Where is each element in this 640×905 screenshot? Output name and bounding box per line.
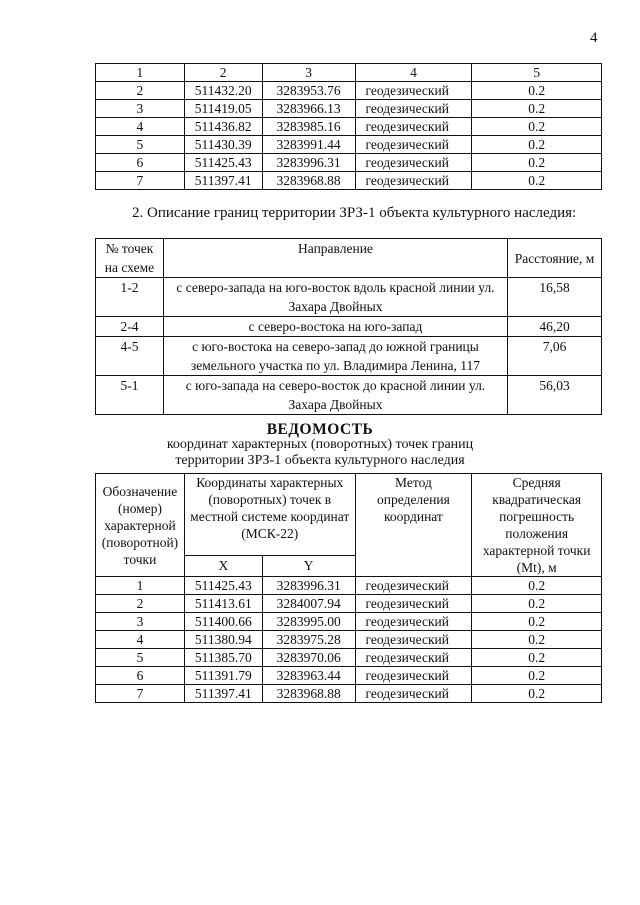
table-cell: геодезический (355, 154, 472, 172)
table-cell-direction: с северо-востока на юго-запад (163, 317, 507, 337)
table-row (96, 649, 602, 667)
table3-body (96, 577, 602, 703)
table-cell: 3283968.88 (262, 685, 355, 703)
table-cell: 511436.82 (184, 118, 262, 136)
table-cell: 3 (262, 64, 355, 82)
table-cell-points: 1-2 (96, 278, 164, 317)
table1-body (96, 64, 602, 190)
vedomost-subtitle-line2: территории ЗРЗ-1 объекта культурного наследия (175, 453, 465, 468)
table-cell: 0.2 (472, 667, 602, 685)
table-cell: 511432.20 (184, 82, 262, 100)
table-row (96, 154, 602, 172)
table-cell: геодезический (355, 577, 472, 595)
table-cell: 4 (355, 64, 472, 82)
table-cell: 6 (96, 667, 185, 685)
table-cell: 1 (96, 577, 185, 595)
table-cell: геодезический (355, 613, 472, 631)
table-cell-direction: с северо-запада на юго-восток вдоль красной линии ул. Захара Двойных (163, 278, 507, 317)
table-cell: 3283975.28 (262, 631, 355, 649)
table-cell: геодезический (355, 100, 472, 118)
table-row (96, 577, 602, 595)
table-cell: геодезический (355, 667, 472, 685)
table-cell: 0.2 (472, 118, 602, 136)
table-row (96, 100, 602, 118)
table-cell: 3283995.00 (262, 613, 355, 631)
table-cell: 5 (96, 136, 185, 154)
header-direction: Направление (163, 239, 507, 278)
table-cell: 0.2 (472, 82, 602, 100)
page-number: 4 (590, 30, 598, 46)
table-row (96, 172, 602, 190)
table-header-row (96, 239, 602, 278)
table-row (96, 376, 602, 415)
vedomost-table (95, 473, 602, 703)
table-cell: геодезический (355, 595, 472, 613)
table-cell: 511425.43 (184, 577, 262, 595)
table-cell: 511380.94 (184, 631, 262, 649)
table-cell: геодезический (355, 631, 472, 649)
table-cell-direction: с юго-запада на северо-восток до красной линии ул. Захара Двойных (163, 376, 507, 415)
table-cell: 3283996.31 (262, 154, 355, 172)
table-cell: 511391.79 (184, 667, 262, 685)
table-cell: геодезический (355, 118, 472, 136)
table-cell-distance: 7,06 (508, 337, 602, 376)
table-cell: геодезический (355, 136, 472, 154)
table-cell: геодезический (355, 82, 472, 100)
table-cell: 511419.05 (184, 100, 262, 118)
table-cell: 511413.61 (184, 595, 262, 613)
table-cell: 7 (96, 172, 185, 190)
table-cell: 3283968.88 (262, 172, 355, 190)
table-cell: 4 (96, 631, 185, 649)
table-cell: 1 (96, 64, 185, 82)
table-cell: 0.2 (472, 100, 602, 118)
table2-body (96, 278, 602, 415)
table-cell: 2 (96, 595, 185, 613)
table-cell: геодезический (355, 685, 472, 703)
table-cell: 2 (96, 82, 185, 100)
header-designation: Обозначение (номер) характерной (поворотной) точки (96, 474, 185, 577)
table-cell: 6 (96, 154, 185, 172)
table-row (96, 595, 602, 613)
boundary-description-table (95, 238, 602, 415)
table-cell: 3283966.13 (262, 100, 355, 118)
table-row (96, 136, 602, 154)
table-row (96, 685, 602, 703)
header-x: X (184, 555, 262, 576)
table-row (96, 82, 602, 100)
table-cell: 4 (96, 118, 185, 136)
table-cell: 0.2 (472, 136, 602, 154)
header-distance: Расстояние, м (508, 239, 602, 278)
table-cell: 511400.66 (184, 613, 262, 631)
table-cell-distance: 46,20 (508, 317, 602, 337)
table-cell: 3 (96, 613, 185, 631)
table-cell: 511425.43 (184, 154, 262, 172)
table-cell: 3283996.31 (262, 577, 355, 595)
table-cell: 3283963.44 (262, 667, 355, 685)
table-row (96, 337, 602, 376)
vedomost-subtitle-line1: координат характерных (поворотных) точек границ (166, 437, 474, 452)
table-cell-direction: с юго-востока на северо-запад до южной границы земельного участка по ул. Владимира Ленина, 117 (163, 337, 507, 376)
header-coordinates: Координаты характерных (поворотных) точек в местной системе координат (МСК-22) (184, 474, 355, 556)
table-cell: 3283953.76 (262, 82, 355, 100)
table-cell: 3284007.94 (262, 595, 355, 613)
header-error: Средняя квадратическая погрешность положения характерной точки (Mt), м (472, 474, 602, 577)
table-cell-points: 2-4 (96, 317, 164, 337)
table-cell: 511397.41 (184, 172, 262, 190)
vedomost-title: ВЕДОМОСТЬ (266, 421, 374, 438)
table-cell: 0.2 (472, 172, 602, 190)
table-cell: 0.2 (472, 613, 602, 631)
header-method: Метод определения координат (355, 474, 472, 577)
table-cell: 5 (472, 64, 602, 82)
table-cell: 511385.70 (184, 649, 262, 667)
header-points: № точек на схеме (96, 239, 164, 278)
table-cell: 3 (96, 100, 185, 118)
table-cell: 0.2 (472, 595, 602, 613)
table-cell-points: 5-1 (96, 376, 164, 415)
table-cell-distance: 56,03 (508, 376, 602, 415)
table-row (96, 613, 602, 631)
table-cell: 7 (96, 685, 185, 703)
table-row (96, 64, 602, 82)
table-row (96, 118, 602, 136)
table-cell: 0.2 (472, 154, 602, 172)
table-cell: 3283985.16 (262, 118, 355, 136)
header-y: Y (262, 555, 355, 576)
table-cell: 0.2 (472, 685, 602, 703)
table-cell: 511430.39 (184, 136, 262, 154)
table-cell: 3283970.06 (262, 649, 355, 667)
table-cell: геодезический (355, 649, 472, 667)
table-row (96, 317, 602, 337)
table-cell: 5 (96, 649, 185, 667)
table-cell: 2 (184, 64, 262, 82)
table-header-row (96, 474, 602, 556)
table-cell-points: 4-5 (96, 337, 164, 376)
section-2-heading: 2. Описание границ территории ЗРЗ-1 объекта культурного наследия: (132, 205, 577, 221)
table-cell-distance: 16,58 (508, 278, 602, 317)
table-cell: 511397.41 (184, 685, 262, 703)
table-row (96, 631, 602, 649)
table-cell: 0.2 (472, 649, 602, 667)
table-cell: 3283991.44 (262, 136, 355, 154)
coordinates-table-continued (95, 63, 602, 190)
table-cell: 0.2 (472, 631, 602, 649)
table-row (96, 278, 602, 317)
table-row (96, 667, 602, 685)
table-cell: геодезический (355, 172, 472, 190)
table-cell: 0.2 (472, 577, 602, 595)
